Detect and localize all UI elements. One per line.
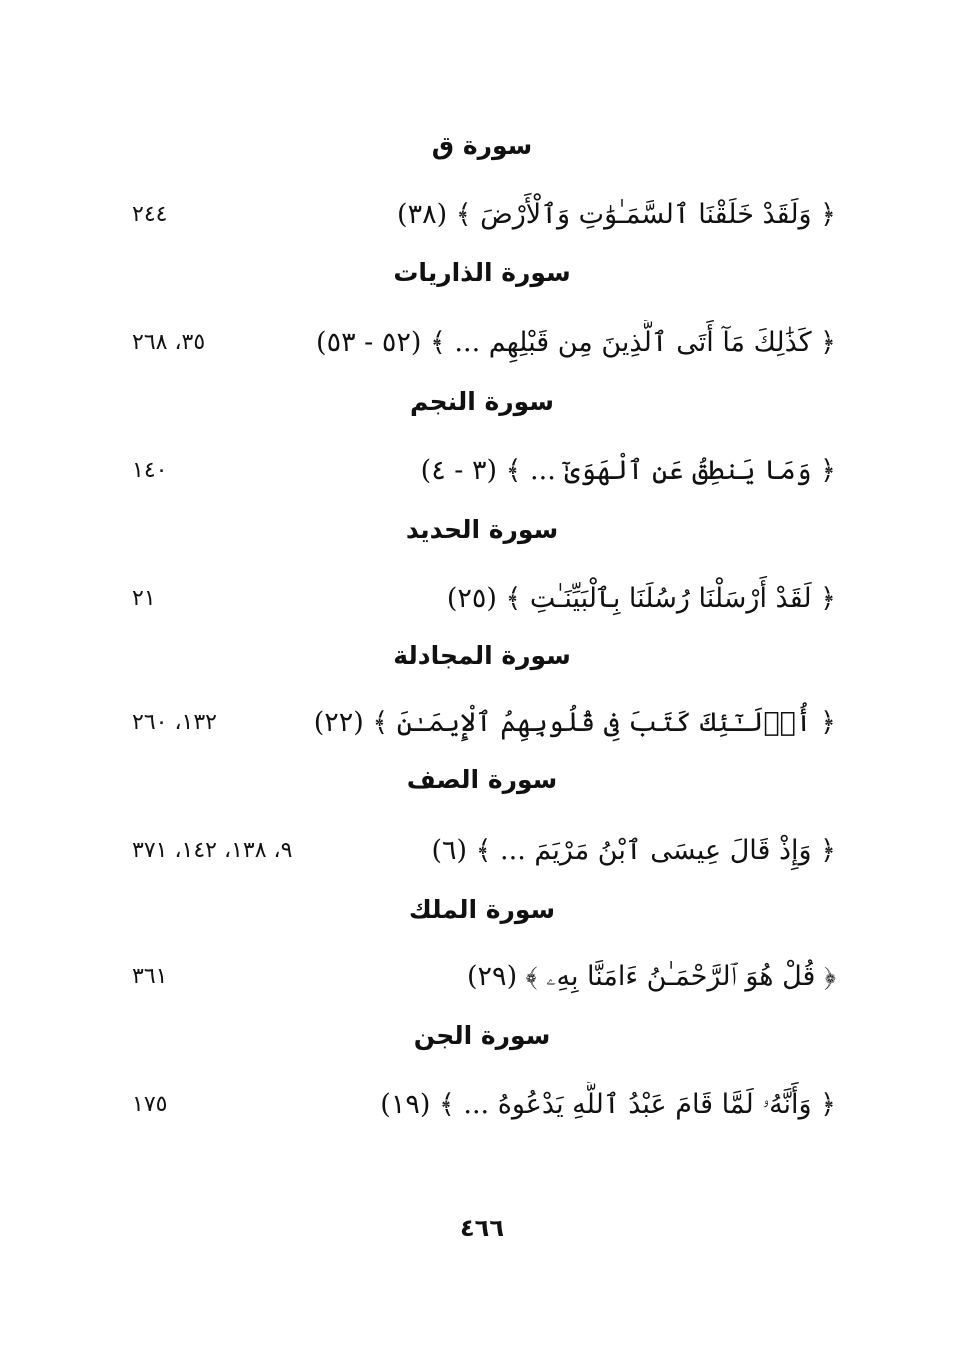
surah-title-al-mulk: سورة الملك: [408, 895, 556, 924]
surah-title-adh-dhariyat: سورة الذاريات: [393, 258, 571, 287]
page-references: ١٤٠: [132, 458, 168, 483]
surah-title-al-hadid: سورة الحديد: [405, 515, 559, 544]
page-references: ٢١: [132, 586, 156, 611]
verse-text: ﴿ وَلَقَدْ خَلَقْنَا ٱلسَّمَـٰوَٰتِ وَٱلْأَرْضَ ﴾ (٣٨): [397, 199, 836, 230]
verse-row: [0, 1082, 964, 1128]
verse-text: ﴿ كَذَٰلِكَ مَآ أَتَى ٱلَّذِينَ مِن قَبْلِهِم ... ﴾ (٥٢ - ٥٣): [316, 327, 836, 358]
verse-text: ﴿ وَإِذْ قَالَ عِيسَى ٱبْنُ مَرْيَمَ ... ﴾ (٦): [431, 835, 836, 866]
verse-row: [0, 320, 964, 366]
surah-title-an-najm: سورة النجم: [410, 387, 554, 416]
page-references: ١٣٢، ٢٦٠: [132, 710, 217, 735]
page-references: ٢٤٤: [132, 202, 168, 227]
verse-row: [0, 448, 964, 494]
verse-text: ﴿ أُو۟لَـٰٓئِكَ كَتَبَ فِى قُلُوبِهِمُ ٱلْإِيمَـٰنَ ﴾ (٢٢): [313, 707, 836, 738]
surah-title-qaf: سورة ق: [431, 131, 533, 160]
page-references: ٣٥، ٢٦٨: [132, 330, 206, 355]
page-references: ٩، ١٣٨، ١٤٢، ٣٧١: [132, 838, 293, 863]
verse-row: [0, 828, 964, 874]
verse-row: [0, 954, 964, 1000]
surah-title-al-mujadila: سورة المجادلة: [393, 641, 571, 670]
verse-text: ﴿ لَقَدْ أَرْسَلْنَا رُسُلَنَا بِٱلْبَيِّنَـٰتِ ﴾ (٢٥): [446, 583, 836, 614]
surah-title-al-jinn: سورة الجن: [413, 1021, 551, 1050]
verse-text: ﴿ وَمَا يَنطِقُ عَنِ ٱلْهَوَىٰٓ ... ﴾ (٣ - ٤): [420, 455, 836, 486]
verse-row: [0, 576, 964, 622]
verse-row: [0, 192, 964, 238]
verse-text: ﴿ وَأَنَّهُۥ لَمَّا قَامَ عَبْدُ ٱللَّهِ يَدْعُوهُ ... ﴾ (١٩): [380, 1089, 836, 1120]
verse-row: [0, 700, 964, 746]
page-references: ١٧٥: [132, 1092, 168, 1117]
verse-text: ﴿ قُلْ هُوَ ٱلرَّحْمَـٰنُ ءَامَنَّا بِهِۦ ﴾ (٢٩): [467, 961, 836, 992]
page-references: ٣٦١: [132, 964, 168, 989]
page-number: ٤٦٦: [460, 1214, 504, 1242]
surah-title-as-saff: سورة الصف: [406, 765, 558, 794]
